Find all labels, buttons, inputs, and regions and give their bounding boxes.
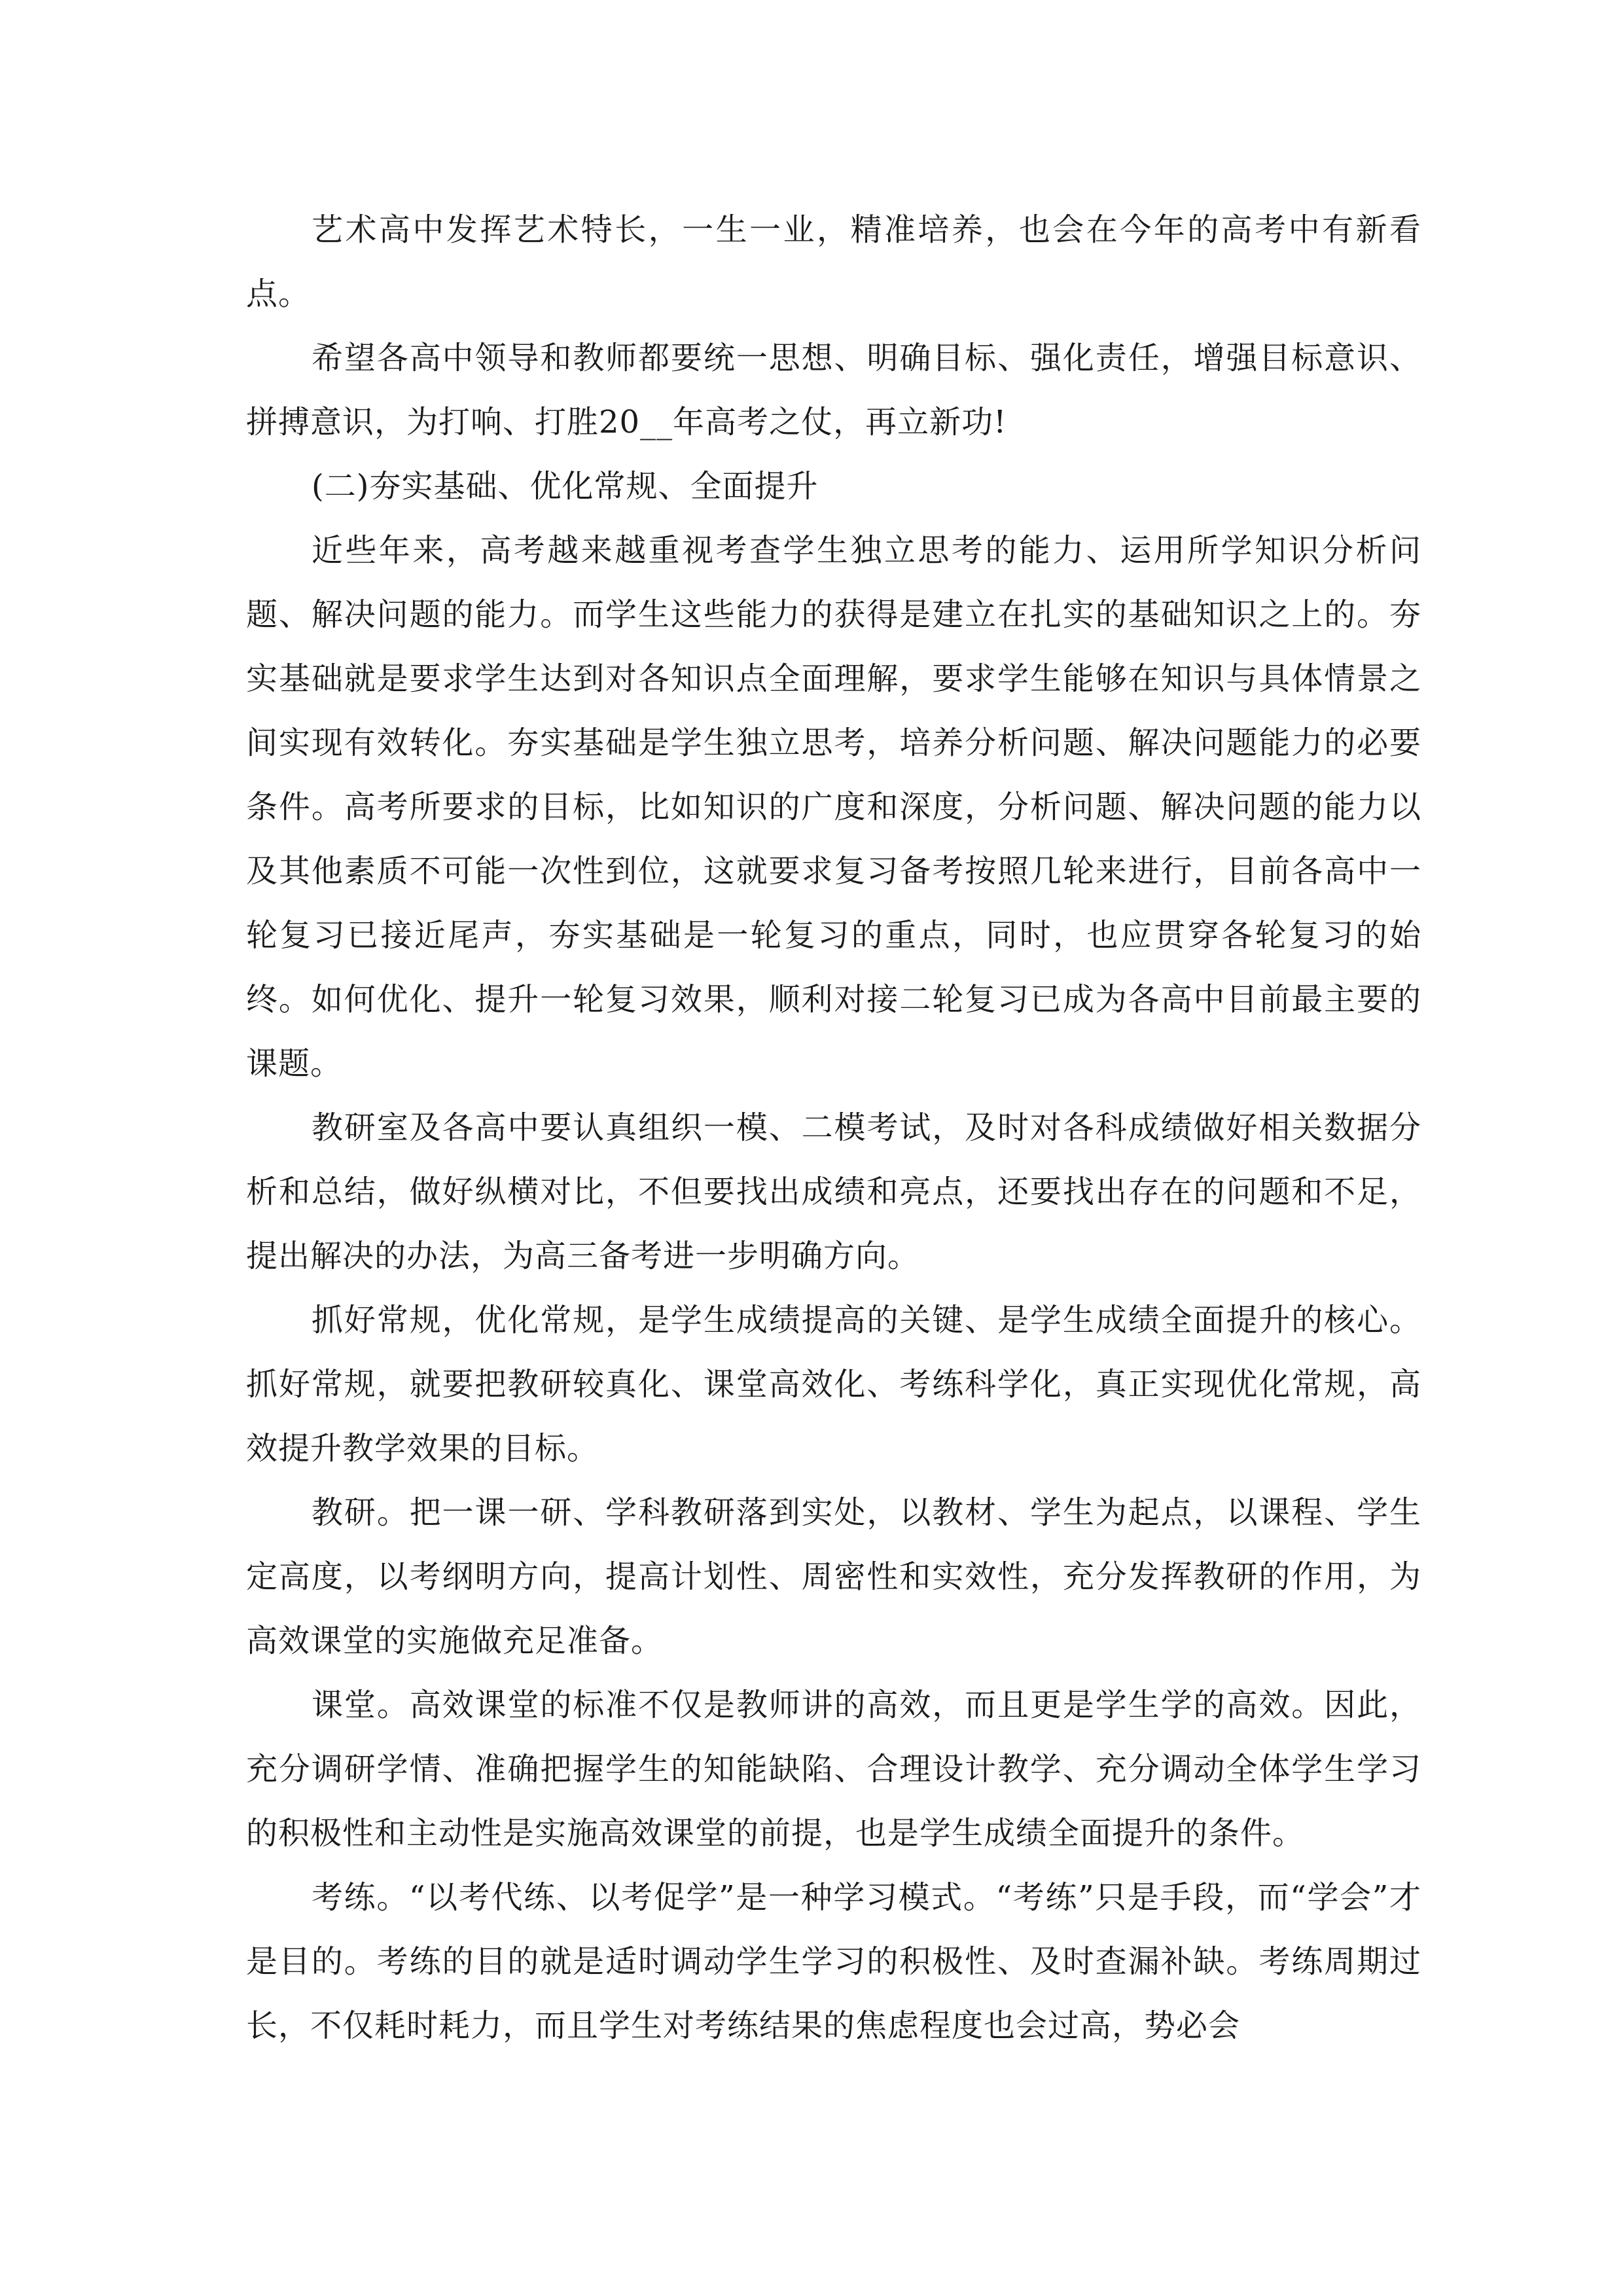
paragraph-research-office: 教研室及各高中要认真组织一模、二模考试，及时对各科成绩做好相关数据分析和总结，做好纵横对比，不但要找出成绩和亮点，还要找出存在的问题和不足，提出解决的办法，为高三备考进一步明确方向。	[246, 1109, 1421, 1274]
paragraph-recent-years: 近些年来，高考越来越重视考查学生独立思考的能力、运用所学知识分析问题、解决问题的能力。而学生这些能力的获得是建立在扎实的基础知识之上的。夯实基础就是要求学生达到对各知识点全面理解，要求学生能够在知识与具体情景之间实现有效转化。夯实基础是学生独立思考，培养分析问题、解决问题能力的必要条件。高考所要求的目标，比如知识的广度和深度，分析问题、解决问题的能力以及其他素质不可能一次性到位，这就要求复习备考按照几轮来进行，目前各高中一轮复习已接近尾声，夯实基础是一轮复习的重点，同时，也应贯穿各轮复习的始终。如何优化、提升一轮复习效果，顺利对接二轮复习已成为各高中目前最主要的课题。	[246, 532, 1421, 1082]
paragraph-exam-practice: 考练。“以考代练、以考促学”是一种学习模式。“考练”只是手段，而“学会”才是目的。考练的目的就是适时调动学生学习的积极性、及时查漏补缺。考练周期过长，不仅耗时耗力，而且学生对考练结果的焦虑程度也会过高，势必会	[246, 1879, 1421, 2044]
section-heading: (二)夯实基础、优化常规、全面提升	[312, 468, 819, 505]
paragraph-hope-teachers: 希望各高中领导和教师都要统一思想、明确目标、强化责任，增强目标意识、拼搏意识，为打响、打胜20__年高考之仗，再立新功!	[246, 340, 1421, 440]
document-body	[246, 198, 1421, 2058]
paragraph-teaching-research: 教研。把一课一研、学科教研落到实处，以教材、学生为起点，以课程、学生定高度，以考纲明方向，提高计划性、周密性和实效性，充分发挥教研的作用，为高效课堂的实施做充足准备。	[246, 1494, 1421, 1659]
paragraph-classroom: 课堂。高效课堂的标准不仅是教师讲的高效，而且更是学生学的高效。因此，充分调研学情、准确把握学生的知能缺陷、合理设计教学、充分调动全体学生学习的积极性和主动性是实施高效课堂的前提，也是学生成绩全面提升的条件。	[246, 1687, 1421, 1852]
paragraph-routine: 抓好常规，优化常规，是学生成绩提高的关键、是学生成绩全面提升的核心。抓好常规，就要把教研较真化、课堂高效化、考练科学化，真正实现优化常规，高效提升教学效果的目标。	[246, 1302, 1421, 1467]
paragraph-art-high-school: 艺术高中发挥艺术特长，一生一业，精准培养，也会在今年的高考中有新看点。	[246, 211, 1421, 312]
